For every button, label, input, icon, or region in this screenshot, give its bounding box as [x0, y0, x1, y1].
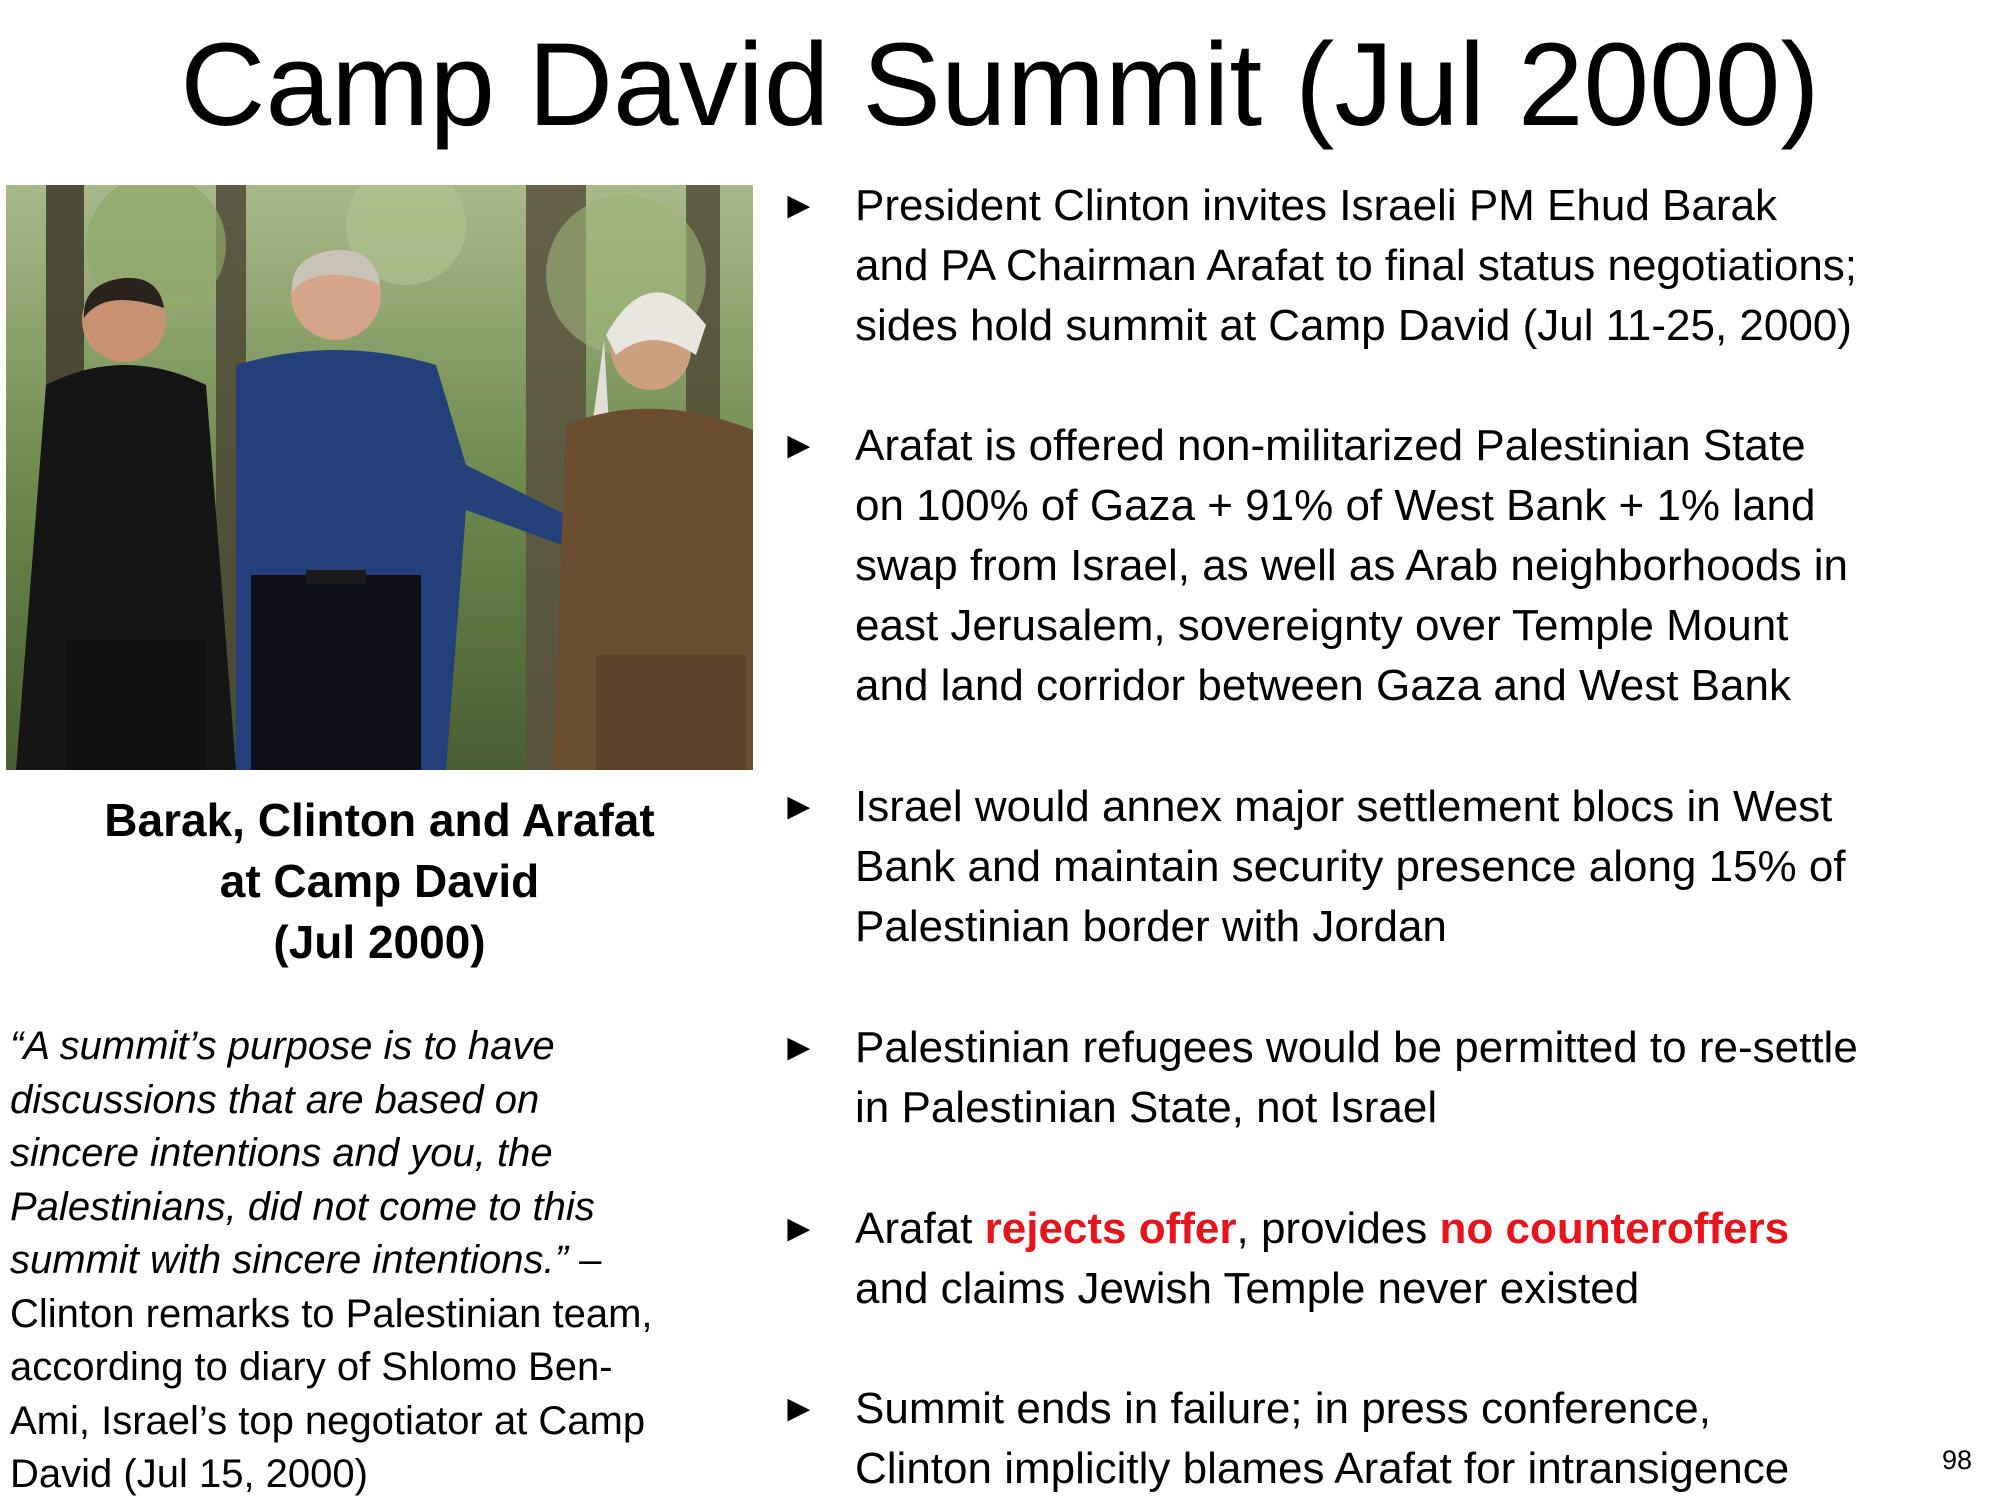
- bullet-text: [855, 416, 1995, 716]
- caption-line: Barak, Clinton and Arafat: [104, 794, 655, 846]
- bullet-line: east Jerusalem, sovereignty over Temple Mount: [855, 601, 1789, 650]
- quote-line: sincere intentions and you, the: [10, 1131, 553, 1175]
- rejects-offer-highlight: rejects offer: [984, 1204, 1237, 1253]
- bullet-text: [855, 1379, 1995, 1499]
- bullet-text-part: Arafat: [855, 1204, 985, 1253]
- bullet-line: [855, 1199, 1995, 1259]
- bullet-line: Palestinian refugees would be permitted to re-settle: [855, 1023, 1858, 1072]
- attribution-line: according to diary of Shlomo Ben-: [10, 1345, 613, 1389]
- caption-line: (Jul 2000): [273, 916, 486, 968]
- caption-line: at Camp David: [219, 855, 540, 907]
- bullet-line: Palestinian border with Jordan: [855, 902, 1447, 951]
- bullet-line: swap from Israel, as well as Arab neighborhoods in: [855, 541, 1848, 590]
- bullet-line: sides hold summit at Camp David (Jul 11-25, 2000): [855, 301, 1852, 350]
- bullet-line: in Palestinian State, not Israel: [855, 1083, 1438, 1132]
- bullet-arrow-icon: ►: [780, 1388, 818, 1430]
- bullet-arrow-icon: ►: [780, 1027, 818, 1069]
- quote-line: Palestinians, did not come to this: [10, 1184, 595, 1229]
- attribution-line: Clinton remarks to Palestinian team,: [10, 1291, 653, 1336]
- quote-line: discussions that are based on: [10, 1077, 540, 1122]
- bullet-arrow-icon: ►: [780, 425, 818, 467]
- bullet-arrow-icon: ►: [780, 1208, 818, 1250]
- quote-line: “A summit’s purpose is to have: [10, 1024, 555, 1068]
- bullet-text: [855, 1199, 1995, 1319]
- bullet-line: Clinton implicitly blames Arafat for intransigence: [855, 1444, 1790, 1493]
- bullet-line: Bank and maintain security presence along 15% of: [855, 842, 1846, 891]
- bullet-line: and land corridor between Gaza and West Bank: [855, 661, 1791, 710]
- bullet-line: and PA Chairman Arafat to final status negotiations;: [855, 241, 1858, 290]
- attribution-line: David (Jul 15, 2000): [10, 1452, 368, 1496]
- page-number: 98: [1941, 1445, 1972, 1475]
- quote-line: summit with sincere intentions.”: [10, 1238, 568, 1282]
- summit-photo: [6, 185, 753, 770]
- bullet-arrow-icon: ►: [780, 185, 818, 227]
- bullet-line: Arafat is offered non-militarized Palestinian State: [855, 421, 1806, 470]
- slide-title: Camp David Summit (Jul 2000): [180, 19, 1820, 151]
- bullet-line: and claims Jewish Temple never existed: [855, 1264, 1640, 1313]
- quote-line-end: [10, 1234, 755, 1288]
- quote-dash: –: [567, 1238, 602, 1282]
- bullet-line: Summit ends in failure; in press conference,: [855, 1384, 1711, 1433]
- photo-caption: [6, 790, 753, 973]
- bullet-text: [855, 777, 1995, 957]
- bullet-line: on 100% of Gaza + 91% of West Bank + 1% land: [855, 481, 1816, 530]
- bullet-line: President Clinton invites Israeli PM Ehud Barak: [855, 181, 1777, 230]
- bullet-text: [855, 176, 1995, 356]
- bullet-text: [855, 1018, 1995, 1138]
- no-counteroffers-highlight: no counteroffers: [1439, 1204, 1790, 1253]
- bullet-text-part: , provides: [1236, 1204, 1440, 1253]
- clinton-quote: [10, 1020, 755, 1502]
- attribution-line: Ami, Israel’s top negotiator at Camp: [10, 1398, 646, 1443]
- bullet-arrow-icon: ►: [780, 786, 818, 828]
- bullet-line: Israel would annex major settlement blocs in West: [855, 782, 1833, 831]
